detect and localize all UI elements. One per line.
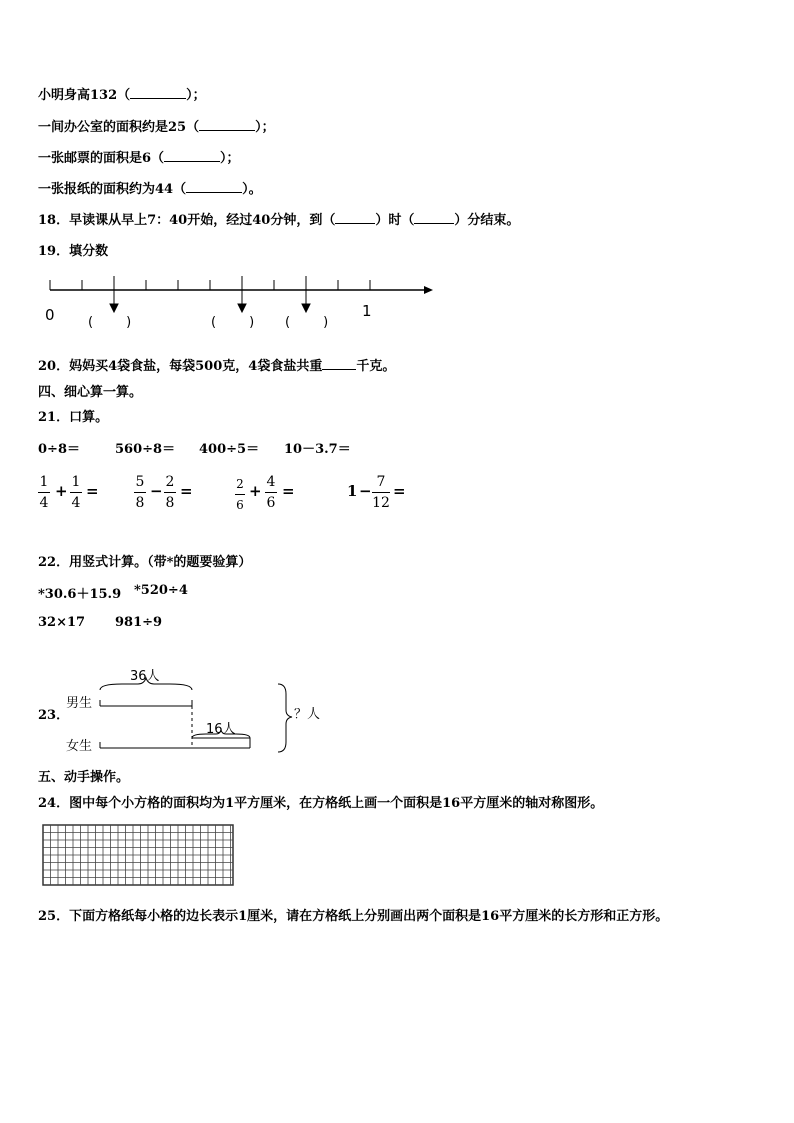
oral-item: 400÷5＝ [199, 442, 260, 457]
fraction: 4 6 [266, 474, 276, 511]
boys-count-label: 36人 [130, 669, 160, 684]
whole-number: 1 [347, 482, 358, 500]
q21-title: 21．口算。 [38, 410, 109, 425]
answer-blank[interactable] [130, 87, 186, 99]
zero-label: 0 [45, 306, 55, 324]
oral-item: 0÷8＝ [38, 442, 80, 457]
fraction: 2 8 [165, 474, 175, 511]
q25-text: 25．下面方格纸每小格的边长表示1厘米，请在方格纸上分别画出两个面积是16平方厘米的长方形和正方形。 [38, 909, 669, 924]
equals-sign: = [393, 482, 406, 500]
grid-paper[interactable] [42, 824, 236, 888]
oral-item: 10－3.7＝ [284, 442, 351, 457]
section-4-title: 四、细心算一算。 [38, 385, 143, 400]
vertical-calc-item: *30.6＋15.9 [38, 587, 122, 602]
one-label: 1 [362, 302, 372, 320]
operator: + [55, 482, 68, 500]
fraction: 7 12 [372, 474, 390, 511]
answer-blank[interactable] [199, 119, 255, 131]
equals-sign: = [86, 482, 99, 500]
q24-text: 24．图中每个小方格的面积均为1平方厘米，在方格纸上画一个面积是16平方厘米的轴对称图形。 [38, 796, 604, 811]
answer-blank[interactable] [164, 150, 220, 162]
fraction: 2 6 [236, 477, 244, 512]
operator: − [359, 482, 372, 500]
operator: − [150, 482, 163, 500]
fraction: 1 4 [39, 474, 49, 511]
equals-sign: = [180, 482, 193, 500]
vertical-calc-item: *520÷4 [134, 583, 188, 598]
q17-line-d: 一张报纸的面积约为44（ ）。 [38, 182, 262, 197]
oral-item: 560÷8＝ [115, 442, 176, 457]
vertical-calc-item: 32×17 [38, 615, 86, 630]
line-segment-diagram [60, 660, 330, 760]
q17-line-a: 小明身高132（ ）； [38, 88, 206, 103]
fraction: 1 4 [71, 474, 81, 511]
q17-line-c: 一张邮票的面积是6（ ）； [38, 151, 240, 166]
q19-title: 19．填分数 [38, 244, 109, 259]
q22-title: 22．用竖式计算。（带*的题要验算） [38, 555, 252, 570]
hour-blank[interactable] [335, 212, 375, 224]
total-question-label: ？人 [294, 707, 321, 722]
operator: + [249, 482, 262, 500]
section-5-title: 五、动手操作。 [38, 770, 130, 785]
answer-bracket[interactable]: ( ) [88, 315, 132, 330]
vertical-calc-item: 981÷9 [115, 615, 163, 630]
fraction: 5 8 [135, 474, 145, 511]
answer-bracket[interactable]: ( ) [285, 315, 329, 330]
q18-line: 18．早读课从早上7：40开始，经过40分钟，到（ ）时（ ）分结束。 [38, 213, 520, 228]
girls-label: 女生 [66, 739, 93, 754]
boys-label: 男生 [66, 696, 93, 711]
q17-line-b: 一间办公室的面积约是25（ ）； [38, 120, 275, 135]
answer-blank[interactable] [186, 181, 242, 193]
answer-bracket[interactable]: ( ) [211, 315, 255, 330]
minute-blank[interactable] [414, 212, 454, 224]
answer-blank[interactable] [322, 358, 356, 370]
q23-number: 23． [38, 708, 70, 723]
extra-count-label: 16人 [206, 722, 236, 737]
equals-sign: = [282, 482, 295, 500]
q20-line: 20．妈妈买4袋食盐，每袋500克，4袋食盐共重 千克。 [38, 359, 396, 374]
